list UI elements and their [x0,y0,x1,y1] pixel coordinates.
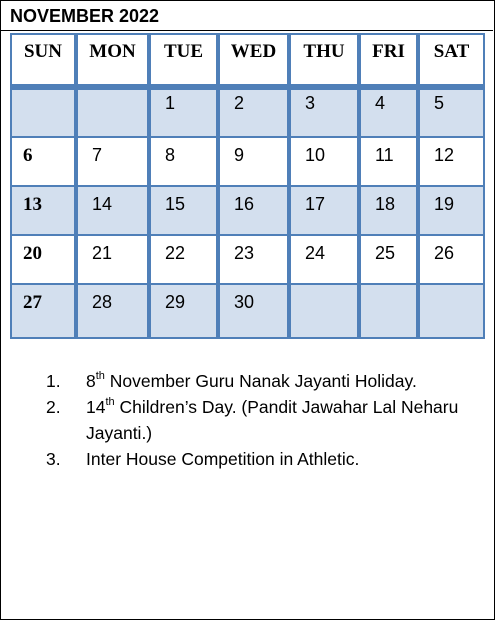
note-ordinal: 14 [86,397,106,417]
day-cell-sun [10,136,76,187]
day-cell-thu [289,88,359,138]
day-number: 8 [165,145,176,165]
day-number: 15 [165,194,186,214]
note-item [46,446,486,472]
day-number: 30 [234,292,255,312]
day-cell-thu [289,136,359,187]
note-index: 1. [46,371,61,391]
weekday-header-mon: MON [76,33,149,86]
day-number: 26 [434,243,455,263]
day-number: 9 [234,145,245,165]
day-cell-sat [418,185,485,236]
day-cell-tue [149,234,218,285]
day-cell-sun [10,234,76,285]
day-cell-mon [76,88,149,138]
weekday-header-sat: SAT [418,33,485,86]
day-number: 17 [305,194,326,214]
day-number: 1 [165,93,176,113]
day-number: 25 [375,243,396,263]
title-row [0,0,493,31]
day-cell-wed [218,283,289,339]
day-number: 28 [92,292,113,312]
day-cell-mon [76,185,149,236]
day-number: 5 [434,93,445,113]
calendar-grid [10,33,485,337]
weekday-header-sun: SUN [10,33,76,86]
day-cell-tue [149,283,218,339]
day-cell-wed [218,88,289,138]
day-cell-thu [289,185,359,236]
day-cell-sat [418,136,485,187]
day-number: 7 [92,145,103,165]
day-number: 16 [234,194,255,214]
note-text: Inter House Competition in Athletic. [86,449,360,469]
day-cell-tue [149,88,218,138]
note-ordinal-suffix: th [95,370,105,383]
day-cell-mon [76,136,149,187]
day-number: 4 [375,93,386,113]
day-number: 10 [305,145,326,165]
day-number: 13 [23,194,42,215]
note-item [46,394,486,446]
day-cell-mon [76,234,149,285]
day-cell-fri [359,185,418,236]
day-cell-sun [10,185,76,236]
weekday-header-fri: FRI [359,33,418,86]
day-cell-mon [76,283,149,339]
day-cell-fri [359,88,418,138]
note-index: 2. [46,397,61,417]
day-number: 6 [23,145,33,166]
day-cell-sat [418,283,485,339]
note-text: November Guru Nanak Jayanti Holiday. [104,371,417,391]
day-number: 11 [375,145,394,165]
weekday-header-tue: TUE [149,33,218,86]
day-number: 29 [165,292,186,312]
day-cell-thu [289,234,359,285]
day-cell-sun [10,283,76,339]
day-number: 21 [92,243,113,263]
note-text: Children’s Day. (Pandit Jawahar Lal Neharu Jayanti.) [86,397,459,443]
day-cell-fri [359,136,418,187]
day-number: 2 [234,93,245,113]
day-cell-fri [359,283,418,339]
day-cell-sun [10,88,76,138]
weekday-header-thu: THU [289,33,359,86]
day-cell-wed [218,185,289,236]
day-cell-tue [149,185,218,236]
day-cell-fri [359,234,418,285]
notes-list [46,368,486,472]
note-ordinal-suffix: th [105,396,115,409]
note-ordinal: 8 [86,371,96,391]
note-index: 3. [46,449,61,469]
day-number: 22 [165,243,186,263]
day-cell-wed [218,136,289,187]
day-number: 19 [434,194,455,214]
day-cell-sat [418,88,485,138]
day-cell-sat [418,234,485,285]
day-number: 20 [23,243,42,264]
day-number: 14 [92,194,113,214]
calendar-title: NOVEMBER 2022 [10,6,160,26]
day-cell-thu [289,283,359,339]
day-number: 3 [305,93,316,113]
day-number: 18 [375,194,396,214]
day-number: 12 [434,145,455,165]
day-number: 23 [234,243,255,263]
day-number: 24 [305,243,326,263]
day-number: 27 [23,292,42,313]
weekday-header-wed: WED [218,33,289,86]
day-cell-tue [149,136,218,187]
day-cell-wed [218,234,289,285]
note-item [46,368,486,394]
